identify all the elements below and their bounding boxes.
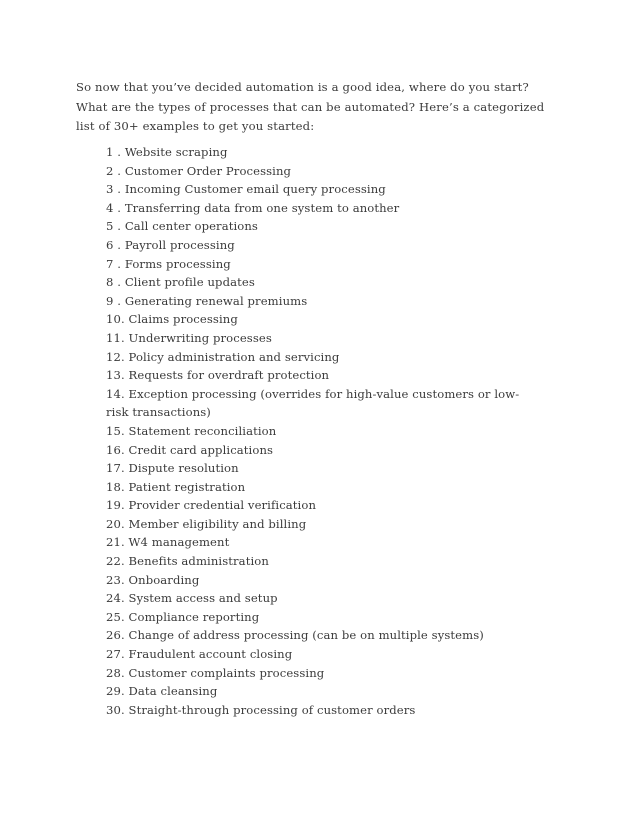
list-item: 30. Straight-through processing of customer orders	[106, 702, 416, 717]
list-item: 6 . Payroll processing	[106, 237, 235, 252]
list-item: 21. W4 management	[106, 535, 230, 550]
list-item: 20. Member eligibility and billing	[106, 516, 307, 531]
list-item: 29. Data cleansing	[106, 684, 218, 699]
list-item: 8 . Client profile updates	[106, 275, 255, 290]
list-item: 5 . Call center operations	[106, 219, 258, 234]
list-item: 17. Dispute resolution	[106, 461, 239, 476]
list-item: 4 . Transferring data from one system to another	[106, 200, 400, 215]
list-item: 2 . Customer Order Processing	[106, 163, 292, 178]
list-item: 9 . Generating renewal premiums	[106, 293, 308, 308]
list-item: 18. Patient registration	[106, 479, 246, 494]
list-item: 23. Onboarding	[106, 572, 200, 587]
list-item: 11. Underwriting processes	[106, 330, 272, 345]
list-item: 15. Statement reconciliation	[106, 423, 277, 438]
list-item: 26. Change of address processing (can be on multiple systems)	[106, 628, 484, 643]
list-item: 16. Credit card applications	[106, 442, 274, 457]
list-item: 1 . Website scraping	[106, 145, 228, 159]
list-item: 27. Fraudulent account closing	[106, 647, 293, 662]
list-item: 14. Exception processing (overrides for high-value customers or low-risk transactions)	[106, 386, 520, 420]
list-item: 24. System access and setup	[106, 591, 278, 606]
list-item: 12. Policy administration and servicing	[106, 349, 340, 364]
intro-paragraph: So now that you’ve decided automation is a good idea, where do you start? What are the types of processes that can be automated? Here’s a categorized list of 30+ examples to get you started:	[76, 80, 545, 133]
automation-examples-list	[106, 143, 526, 719]
list-item: 10. Claims processing	[106, 312, 238, 327]
list-item: 7 . Forms processing	[106, 256, 231, 271]
list-item: 22. Benefits administration	[106, 554, 269, 569]
list-item: 28. Customer complaints processing	[106, 665, 325, 680]
list-item: 25. Compliance reporting	[106, 609, 260, 624]
list-item: 3 . Incoming Customer email query processing	[106, 182, 386, 197]
list-item: 19. Provider credential verification	[106, 498, 317, 513]
list-item: 13. Requests for overdraft protection	[106, 368, 330, 383]
